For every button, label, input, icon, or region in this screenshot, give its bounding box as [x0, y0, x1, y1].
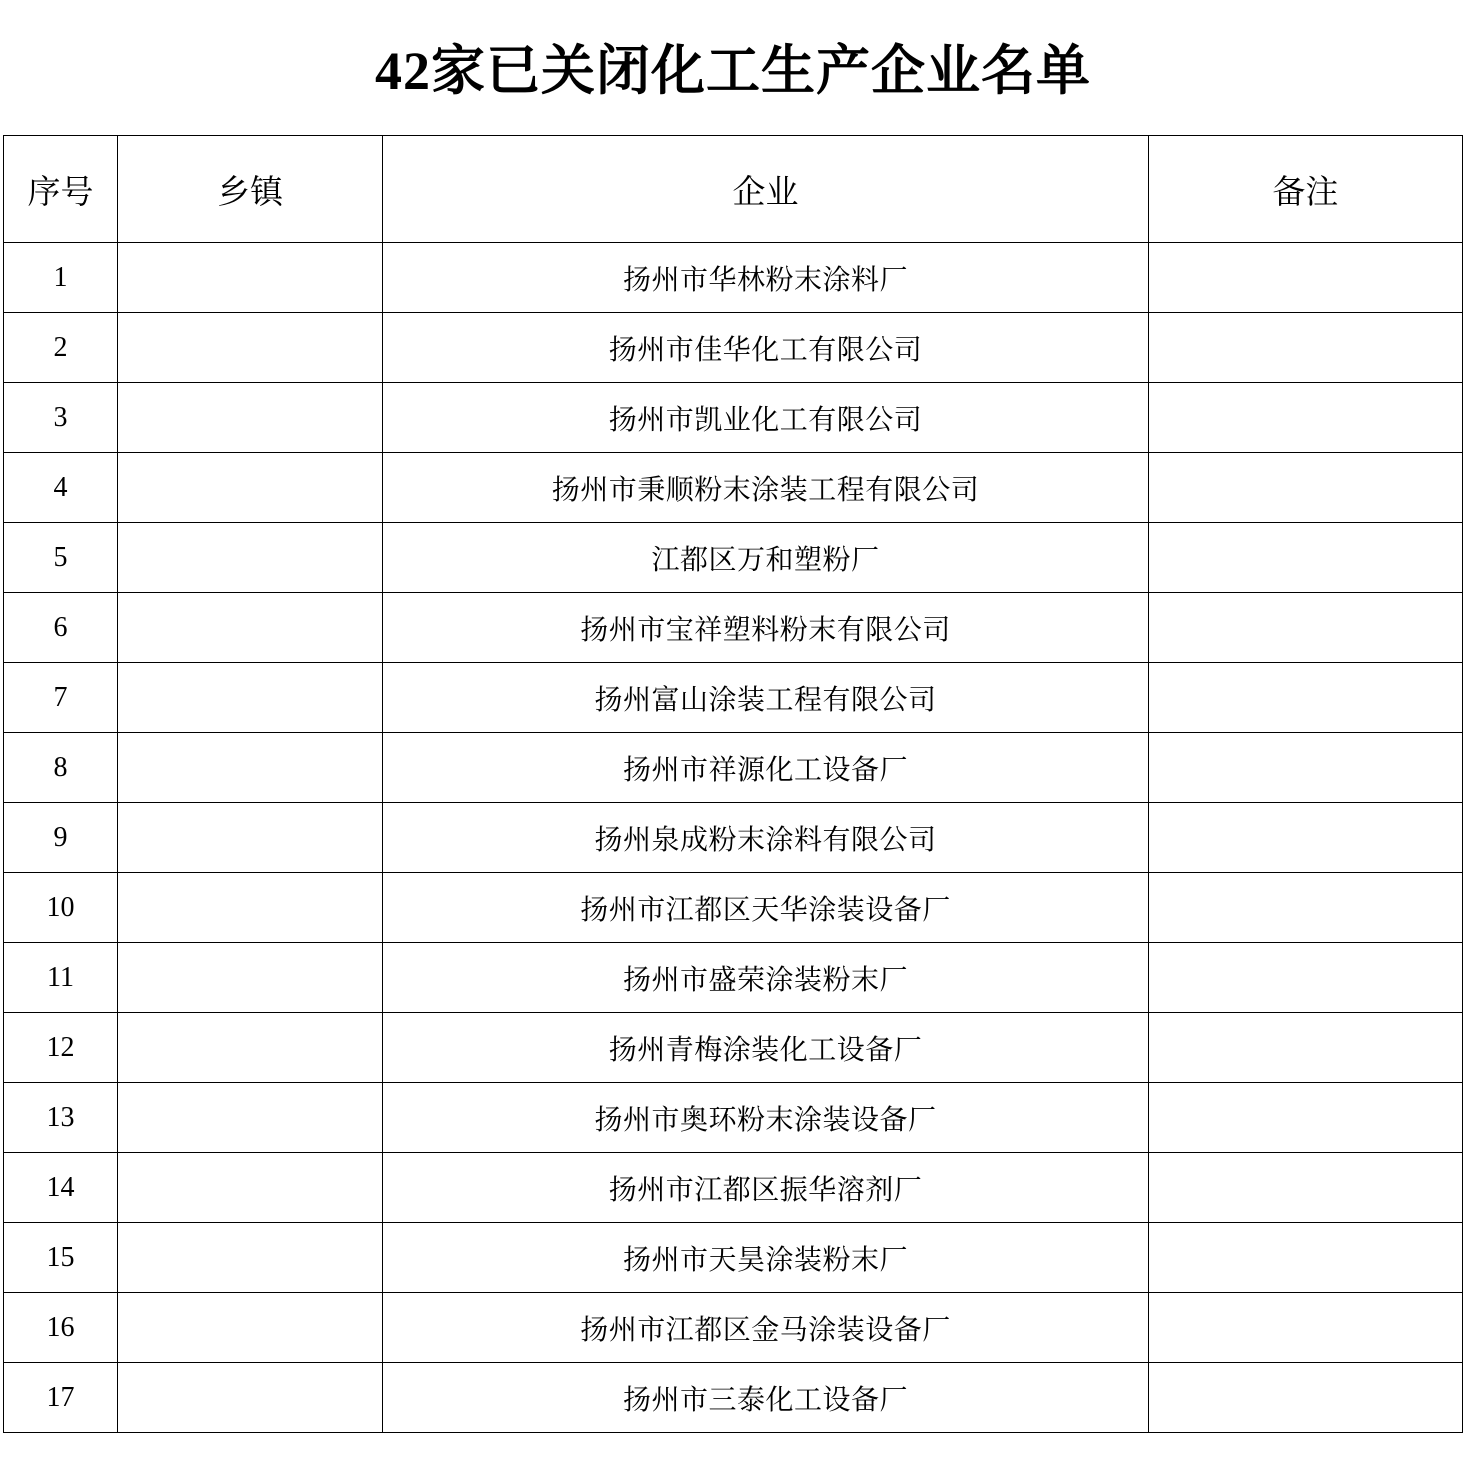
cell-town [118, 803, 383, 873]
cell-enterprise: 扬州市凯业化工有限公司 [383, 383, 1149, 453]
cell-index: 10 [4, 873, 118, 943]
cell-town [118, 733, 383, 803]
cell-index: 11 [4, 943, 118, 1013]
cell-index: 4 [4, 453, 118, 523]
page-title: 42家已关闭化工生产企业名单 [375, 41, 1091, 101]
cell-note [1148, 383, 1462, 453]
cell-index: 7 [4, 663, 118, 733]
cell-enterprise: 江都区万和塑粉厂 [383, 523, 1149, 593]
cell-index: 13 [4, 1083, 118, 1153]
cell-note [1148, 943, 1462, 1013]
column-header-town: 乡镇 [118, 136, 383, 243]
cell-town [118, 453, 383, 523]
cell-enterprise: 扬州市秉顺粉末涂装工程有限公司 [383, 453, 1149, 523]
table-row [4, 943, 1463, 1013]
cell-note [1148, 803, 1462, 873]
cell-enterprise: 扬州市江都区金马涂装设备厂 [383, 1293, 1149, 1363]
cell-town [118, 1293, 383, 1363]
cell-note [1148, 1293, 1462, 1363]
cell-note [1148, 1083, 1462, 1153]
cell-enterprise: 扬州市天昊涂装粉末厂 [383, 1223, 1149, 1293]
cell-town [118, 243, 383, 313]
cell-town [118, 593, 383, 663]
table-row [4, 663, 1463, 733]
cell-note [1148, 523, 1462, 593]
cell-index: 6 [4, 593, 118, 663]
table-row [4, 873, 1463, 943]
table-row [4, 1293, 1463, 1363]
cell-town [118, 943, 383, 1013]
table-row [4, 453, 1463, 523]
cell-enterprise: 扬州市奥环粉末涂装设备厂 [383, 1083, 1149, 1153]
column-header-enterprise: 企业 [383, 136, 1149, 243]
table-row [4, 383, 1463, 453]
cell-town [118, 873, 383, 943]
cell-note [1148, 1363, 1462, 1433]
cell-enterprise: 扬州市佳华化工有限公司 [383, 313, 1149, 383]
table-header-row [4, 136, 1463, 243]
cell-note [1148, 663, 1462, 733]
table-row [4, 1013, 1463, 1083]
cell-index: 9 [4, 803, 118, 873]
table-row [4, 523, 1463, 593]
table-row [4, 593, 1463, 663]
cell-index: 15 [4, 1223, 118, 1293]
table-body [4, 243, 1463, 1433]
cell-note [1148, 1013, 1462, 1083]
closed-enterprises-table [3, 135, 1463, 1433]
cell-enterprise: 扬州泉成粉末涂料有限公司 [383, 803, 1149, 873]
cell-town [118, 1223, 383, 1293]
cell-note [1148, 1153, 1462, 1223]
table-row [4, 313, 1463, 383]
column-header-index: 序号 [4, 136, 118, 243]
cell-enterprise: 扬州市江都区天华涂装设备厂 [383, 873, 1149, 943]
table-row [4, 1363, 1463, 1433]
cell-note [1148, 243, 1462, 313]
table-row [4, 1153, 1463, 1223]
cell-index: 12 [4, 1013, 118, 1083]
table-row [4, 243, 1463, 313]
cell-town [118, 1363, 383, 1433]
cell-town [118, 1013, 383, 1083]
cell-note [1148, 873, 1462, 943]
cell-note [1148, 593, 1462, 663]
cell-index: 8 [4, 733, 118, 803]
cell-town [118, 663, 383, 733]
cell-enterprise: 扬州青梅涂装化工设备厂 [383, 1013, 1149, 1083]
table-row [4, 733, 1463, 803]
cell-note [1148, 1223, 1462, 1293]
table-row [4, 803, 1463, 873]
cell-town [118, 1083, 383, 1153]
table-row [4, 1223, 1463, 1293]
cell-index: 3 [4, 383, 118, 453]
cell-town [118, 1153, 383, 1223]
cell-index: 5 [4, 523, 118, 593]
cell-enterprise: 扬州市华林粉末涂料厂 [383, 243, 1149, 313]
cell-index: 14 [4, 1153, 118, 1223]
cell-note [1148, 313, 1462, 383]
table-row [4, 1083, 1463, 1153]
cell-town [118, 523, 383, 593]
table-header [4, 136, 1463, 243]
cell-enterprise: 扬州市宝祥塑料粉末有限公司 [383, 593, 1149, 663]
cell-index: 2 [4, 313, 118, 383]
cell-town [118, 383, 383, 453]
cell-enterprise: 扬州市祥源化工设备厂 [383, 733, 1149, 803]
cell-enterprise: 扬州市三泰化工设备厂 [383, 1363, 1149, 1433]
cell-index: 17 [4, 1363, 118, 1433]
column-header-note: 备注 [1148, 136, 1462, 243]
cell-index: 16 [4, 1293, 118, 1363]
cell-note [1148, 453, 1462, 523]
cell-index: 1 [4, 243, 118, 313]
cell-enterprise: 扬州市盛荣涂装粉末厂 [383, 943, 1149, 1013]
cell-enterprise: 扬州富山涂装工程有限公司 [383, 663, 1149, 733]
cell-enterprise: 扬州市江都区振华溶剂厂 [383, 1153, 1149, 1223]
cell-note [1148, 733, 1462, 803]
cell-town [118, 313, 383, 383]
